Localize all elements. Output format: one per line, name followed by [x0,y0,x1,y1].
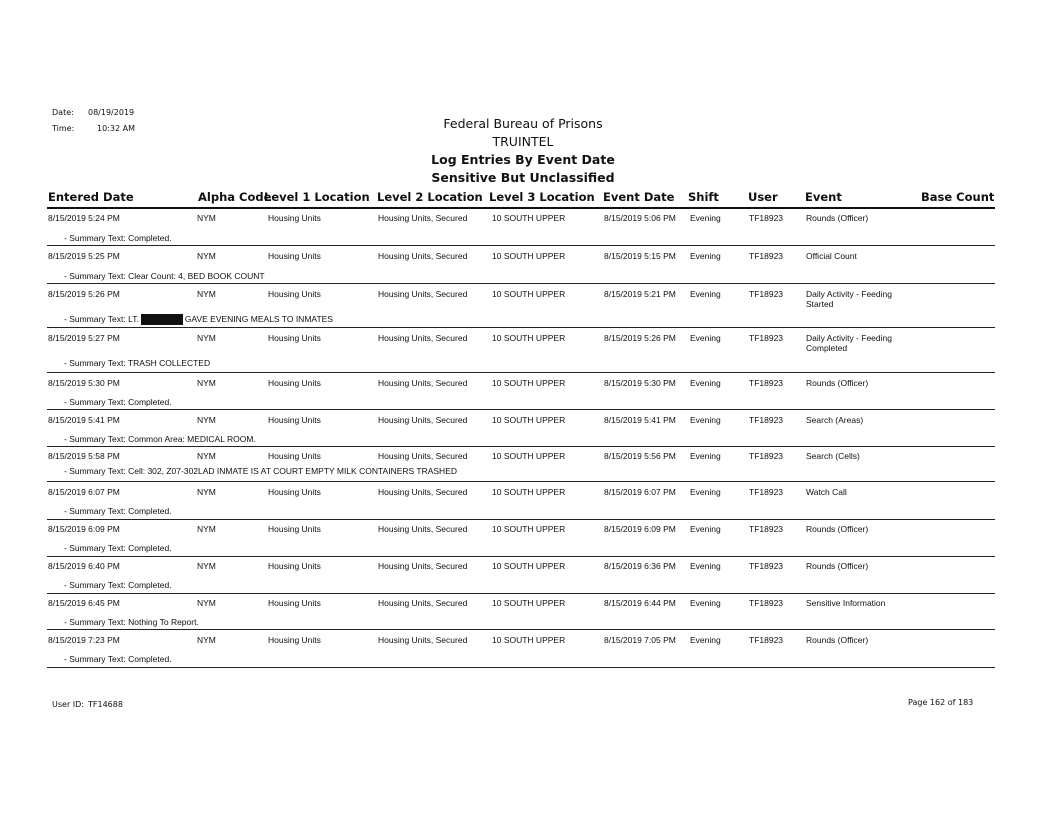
summary-text [64,314,333,325]
table-row [0,522,1056,559]
summary-value: Completed. [128,506,172,516]
summary-label: - Summary Text: [64,654,126,664]
summary-text [64,580,172,590]
col-level3-location: Level 3 Location [489,190,595,204]
shift: Evening [690,598,721,608]
level1-location: Housing Units [268,289,321,299]
level2-location: Housing Units, Secured [378,561,468,571]
summary-label: - Summary Text: [64,434,126,444]
summary-value: Completed. [128,580,172,590]
entered-date: 8/15/2019 5:24 PM [48,213,120,223]
row-divider [47,409,995,410]
summary-text [64,617,199,627]
user: TF18923 [749,524,784,534]
summary-value: Nothing To Report. [128,617,199,627]
shift: Evening [690,524,721,534]
summary-value-start: LT. [128,314,139,324]
col-entered-date: Entered Date [48,190,134,204]
level2-location: Housing Units, Secured [378,487,468,497]
entered-date: 8/15/2019 5:25 PM [48,251,120,261]
event: Rounds (Officer) [806,524,869,534]
event: Daily Activity - Feeding Started [806,289,892,309]
report-system: TRUINTEL [492,134,554,149]
summary-value: Common Area: MEDICAL ROOM. [128,434,256,444]
row-divider [47,629,995,630]
entered-date: 8/15/2019 6:45 PM [48,598,120,608]
entered-date: 8/15/2019 5:41 PM [48,415,120,425]
col-event: Event [805,190,842,204]
table-row [0,287,1056,324]
level2-location: Housing Units, Secured [378,524,468,534]
level2-location: Housing Units, Secured [378,378,468,388]
level1-location: Housing Units [268,487,321,497]
summary-value-end: GAVE EVENING MEALS TO INMATES [184,314,333,324]
user-id-value: TF14688 [88,700,123,709]
entered-date: 8/15/2019 5:26 PM [48,289,120,299]
table-row [0,331,1056,368]
row-divider [47,593,995,594]
event-date: 8/15/2019 6:36 PM [604,561,676,571]
summary-text [64,358,210,368]
event-date: 8/15/2019 6:07 PM [604,487,676,497]
event: Search (Areas) [806,415,864,425]
col-alpha-code: Alpha Code [198,190,272,204]
alpha-code: NYM [197,451,216,461]
level1-location: Housing Units [268,561,321,571]
user: TF18923 [749,289,784,299]
shift: Evening [690,561,721,571]
summary-label: - Summary Text: [64,233,126,243]
report-classification: Sensitive But Unclassified [431,170,615,185]
row-divider [47,327,995,328]
level3-location: 10 SOUTH UPPER [492,598,566,608]
alpha-code: NYM [197,561,216,571]
summary-label: - Summary Text: [64,271,126,281]
shift: Evening [690,451,721,461]
col-base-count: Base Count [921,190,995,204]
shift: Evening [690,213,721,223]
col-level1-location: Level 1 Location [264,190,370,204]
entered-date: 8/15/2019 5:27 PM [48,333,120,343]
user: TF18923 [749,378,784,388]
summary-label: - Summary Text: [64,617,126,627]
shift: Evening [690,487,721,497]
summary-text [64,397,172,407]
level2-location: Housing Units, Secured [378,213,468,223]
summary-label: - Summary Text: [64,397,126,407]
level2-location: Housing Units, Secured [378,451,468,461]
entered-date: 8/15/2019 5:30 PM [48,378,120,388]
table-row [0,413,1056,450]
level1-location: Housing Units [268,598,321,608]
event: Sensitive Information [806,598,886,608]
level1-location: Housing Units [268,213,321,223]
level2-location: Housing Units, Secured [378,635,468,645]
shift: Evening [690,333,721,343]
shift: Evening [690,415,721,425]
summary-label: - Summary Text: [64,314,126,324]
row-divider [47,372,995,373]
alpha-code: NYM [197,524,216,534]
alpha-code: NYM [197,378,216,388]
event: Search (Cells) [806,451,860,461]
level3-location: 10 SOUTH UPPER [492,333,566,343]
level3-location: 10 SOUTH UPPER [492,487,566,497]
alpha-code: NYM [197,635,216,645]
event: Rounds (Officer) [806,561,869,571]
row-divider [47,481,995,482]
event: Daily Activity - Feeding Completed [806,333,892,353]
summary-text [64,506,172,516]
user: TF18923 [749,415,784,425]
event-date: 8/15/2019 5:56 PM [604,451,676,461]
event: Rounds (Officer) [806,213,869,223]
shift: Evening [690,378,721,388]
entered-date: 8/15/2019 7:23 PM [48,635,120,645]
col-event-date: Event Date [603,190,675,204]
event-date: 8/15/2019 5:15 PM [604,251,676,261]
summary-label: - Summary Text: [64,358,126,368]
row-divider [47,245,995,246]
entered-date: 8/15/2019 6:07 PM [48,487,120,497]
event: Rounds (Officer) [806,635,869,645]
alpha-code: NYM [197,333,216,343]
entered-date: 8/15/2019 6:09 PM [48,524,120,534]
event-date: 8/15/2019 5:21 PM [604,289,676,299]
summary-value: Completed. [128,543,172,553]
event-date: 8/15/2019 5:41 PM [604,415,676,425]
table-row [0,559,1056,596]
row-divider [47,556,995,557]
user-id-label: User ID: [52,700,84,709]
report-agency: Federal Bureau of Prisons [443,116,603,131]
level2-location: Housing Units, Secured [378,251,468,261]
level3-location: 10 SOUTH UPPER [492,213,566,223]
row-divider [47,667,995,668]
level3-location: 10 SOUTH UPPER [492,524,566,534]
level1-location: Housing Units [268,451,321,461]
col-user: User [748,190,778,204]
time-value: 10:32 AM [97,124,135,133]
summary-text [64,233,172,243]
user: TF18923 [749,333,784,343]
event: Watch Call [806,487,847,497]
summary-value: Completed. [128,233,172,243]
event-date: 8/15/2019 5:30 PM [604,378,676,388]
table-row [0,596,1056,633]
user: TF18923 [749,598,784,608]
summary-label: - Summary Text: [64,543,126,553]
entered-date: 8/15/2019 6:40 PM [48,561,120,571]
header-rule [47,207,995,209]
summary-value: Completed. [128,397,172,407]
user: TF18923 [749,451,784,461]
event-date: 8/15/2019 6:09 PM [604,524,676,534]
event-date: 8/15/2019 7:05 PM [604,635,676,645]
shift: Evening [690,289,721,299]
level3-location: 10 SOUTH UPPER [492,378,566,388]
redaction-block [141,314,183,325]
row-divider [47,519,995,520]
alpha-code: NYM [197,213,216,223]
level1-location: Housing Units [268,635,321,645]
row-divider [47,283,995,284]
date-label: Date: [52,108,74,117]
event-date: 8/15/2019 6:44 PM [604,598,676,608]
level3-location: 10 SOUTH UPPER [492,251,566,261]
summary-label: - Summary Text: [64,466,126,476]
alpha-code: NYM [197,487,216,497]
level1-location: Housing Units [268,333,321,343]
date-value: 08/19/2019 [88,108,135,117]
user: TF18923 [749,561,784,571]
level1-location: Housing Units [268,251,321,261]
alpha-code: NYM [197,415,216,425]
summary-text [64,434,256,444]
summary-value: Completed. [128,654,172,664]
page-number: Page 162 of 183 [908,698,974,707]
event: Official Count [806,251,857,261]
level3-location: 10 SOUTH UPPER [492,289,566,299]
table-row [0,249,1056,286]
table-row [0,211,1056,248]
level1-location: Housing Units [268,524,321,534]
level3-location: 10 SOUTH UPPER [492,635,566,645]
time-label: Time: [52,124,75,133]
alpha-code: NYM [197,251,216,261]
summary-text [64,654,172,664]
shift: Evening [690,635,721,645]
col-shift: Shift [688,190,719,204]
level2-location: Housing Units, Secured [378,289,468,299]
level3-location: 10 SOUTH UPPER [492,561,566,571]
entered-date: 8/15/2019 5:58 PM [48,451,120,461]
table-row [0,485,1056,522]
event-date: 8/15/2019 5:26 PM [604,333,676,343]
col-level2-location: Level 2 Location [377,190,483,204]
row-divider [47,446,995,447]
level2-location: Housing Units, Secured [378,333,468,343]
level1-location: Housing Units [268,415,321,425]
user: TF18923 [749,213,784,223]
summary-label: - Summary Text: [64,506,126,516]
level2-location: Housing Units, Secured [378,415,468,425]
summary-text [64,271,265,281]
summary-text [64,543,172,553]
event: Rounds (Officer) [806,378,869,388]
shift: Evening [690,251,721,261]
table-row [0,376,1056,413]
summary-value: Clear Count: 4, BED BOOK COUNT [128,271,265,281]
user: TF18923 [749,487,784,497]
alpha-code: NYM [197,289,216,299]
level3-location: 10 SOUTH UPPER [492,451,566,461]
event-date: 8/15/2019 5:06 PM [604,213,676,223]
user: TF18923 [749,635,784,645]
summary-label: - Summary Text: [64,580,126,590]
level3-location: 10 SOUTH UPPER [492,415,566,425]
user: TF18923 [749,251,784,261]
summary-value: Cell: 302, Z07-302LAD INMATE IS AT COURT EMPTY MILK CONTAINERS TRASHED [128,466,458,476]
summary-text [64,466,457,476]
table-row [0,633,1056,670]
alpha-code: NYM [197,598,216,608]
level1-location: Housing Units [268,378,321,388]
level2-location: Housing Units, Secured [378,598,468,608]
report-title: Log Entries By Event Date [431,152,615,167]
summary-value: TRASH COLLECTED [127,358,211,368]
